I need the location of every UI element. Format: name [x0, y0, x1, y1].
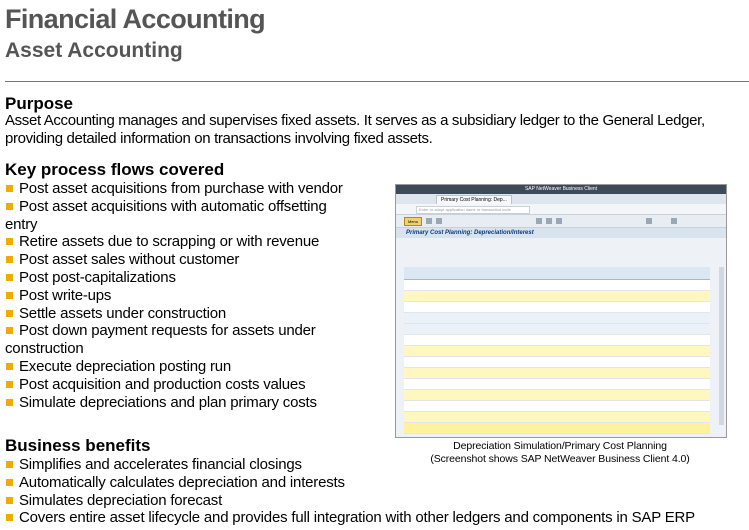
bullet-icon: [6, 327, 13, 334]
bullet-icon: [6, 514, 13, 521]
toolbar-icon: [556, 218, 562, 224]
table-row: [404, 379, 710, 390]
table-row: [404, 335, 710, 346]
table-row: [404, 291, 710, 302]
list-item: Post asset acquisitions from purchase with vendor: [5, 180, 350, 198]
bullet-icon: [6, 310, 13, 317]
sap-screenshot: [395, 184, 727, 438]
report-title: Primary Cost Planning: Depreciation/Interest: [396, 228, 726, 238]
tab-strip: [396, 194, 726, 204]
bullet-icon: [6, 399, 13, 406]
flows-list: [5, 180, 350, 411]
toolbar-icon: [671, 218, 677, 224]
table-row: [404, 368, 710, 379]
list-item: Simulate depreciations and plan primary costs: [5, 394, 350, 412]
toolbar-icon: [646, 218, 652, 224]
table-row: [404, 412, 710, 423]
table-row: [404, 346, 710, 357]
list-item: Execute depreciation posting run: [5, 358, 350, 376]
toolbar-icon: [546, 218, 552, 224]
list-item: Post asset sales without customer: [5, 251, 350, 269]
benefits-heading: Business benefits: [5, 436, 151, 455]
list-item: Post post-capitalizations: [5, 269, 350, 287]
bullet-icon: [6, 203, 13, 210]
list-item: Covers entire asset lifecycle and provides full integration with other ledgers and components in SAP ERP: [5, 509, 749, 527]
bullet-icon: [6, 274, 13, 281]
page-subtitle: Asset Accounting: [5, 39, 183, 62]
purpose-heading: Purpose: [5, 94, 74, 113]
bullet-icon: [6, 292, 13, 299]
report-grid: [404, 267, 710, 425]
list-item: Retire assets due to scrapping or with revenue: [5, 233, 350, 251]
tab-primary-cost-planning: Primary Cost Planning: Dep...: [436, 195, 512, 205]
address-input: Enter or adopt application name or transaction code: [416, 206, 530, 214]
toolbar-icon: [426, 218, 432, 224]
window-titlebar: SAP NetWeaver Business Client: [396, 185, 726, 194]
toolbar-icon: [436, 218, 442, 224]
bullet-icon: [6, 497, 13, 504]
report-meta: [396, 238, 726, 254]
title-divider: [5, 81, 749, 82]
list-item: Post acquisition and production costs values: [5, 376, 350, 394]
table-row: [404, 280, 710, 291]
list-item: Post down payment requests for assets under construction: [5, 322, 316, 358]
list-item: Post asset acquisitions with automatic offsetting entry: [5, 197, 327, 233]
caption-line-1: Depreciation Simulation/Primary Cost Planning: [453, 440, 667, 452]
toolbar-icon: [536, 218, 542, 224]
bullet-icon: [6, 256, 13, 263]
list-item: Post write-ups: [5, 287, 350, 305]
table-row: [404, 423, 710, 434]
table-row: [404, 313, 710, 324]
page-title: Financial Accounting: [5, 4, 266, 34]
list-item: Simulates depreciation forecast: [5, 492, 749, 510]
table-row: [404, 390, 710, 401]
bullet-icon: [6, 238, 13, 245]
app-toolbar: [396, 215, 726, 228]
bullet-icon: [6, 461, 13, 468]
bullet-icon: [6, 381, 13, 388]
grid-header: [404, 267, 710, 280]
list-item: Simplifies and accelerates financial closings: [5, 456, 749, 474]
caption-line-2: (Screenshot shows SAP NetWeaver Business Client 4.0): [430, 453, 690, 465]
list-item: Settle assets under construction: [5, 305, 350, 323]
table-row: [404, 357, 710, 368]
bullet-icon: [6, 185, 13, 192]
list-item: Automatically calculates depreciation and interests: [5, 474, 749, 492]
purpose-text: Asset Accounting manages and supervises fixed assets. It serves as a subsidiary ledger to the General Ledger, providing detailed information on transactions involving fixed assets.: [5, 112, 705, 147]
table-row: [404, 302, 710, 313]
address-bar: [396, 204, 726, 215]
scrollbar: [719, 267, 724, 425]
flows-heading: Key process flows covered: [5, 160, 225, 179]
bullet-icon: [6, 363, 13, 370]
menu-button: Menu: [404, 217, 422, 226]
benefits-list: [5, 456, 749, 527]
table-row: [404, 324, 710, 335]
table-row: [404, 401, 710, 412]
bullet-icon: [6, 479, 13, 486]
